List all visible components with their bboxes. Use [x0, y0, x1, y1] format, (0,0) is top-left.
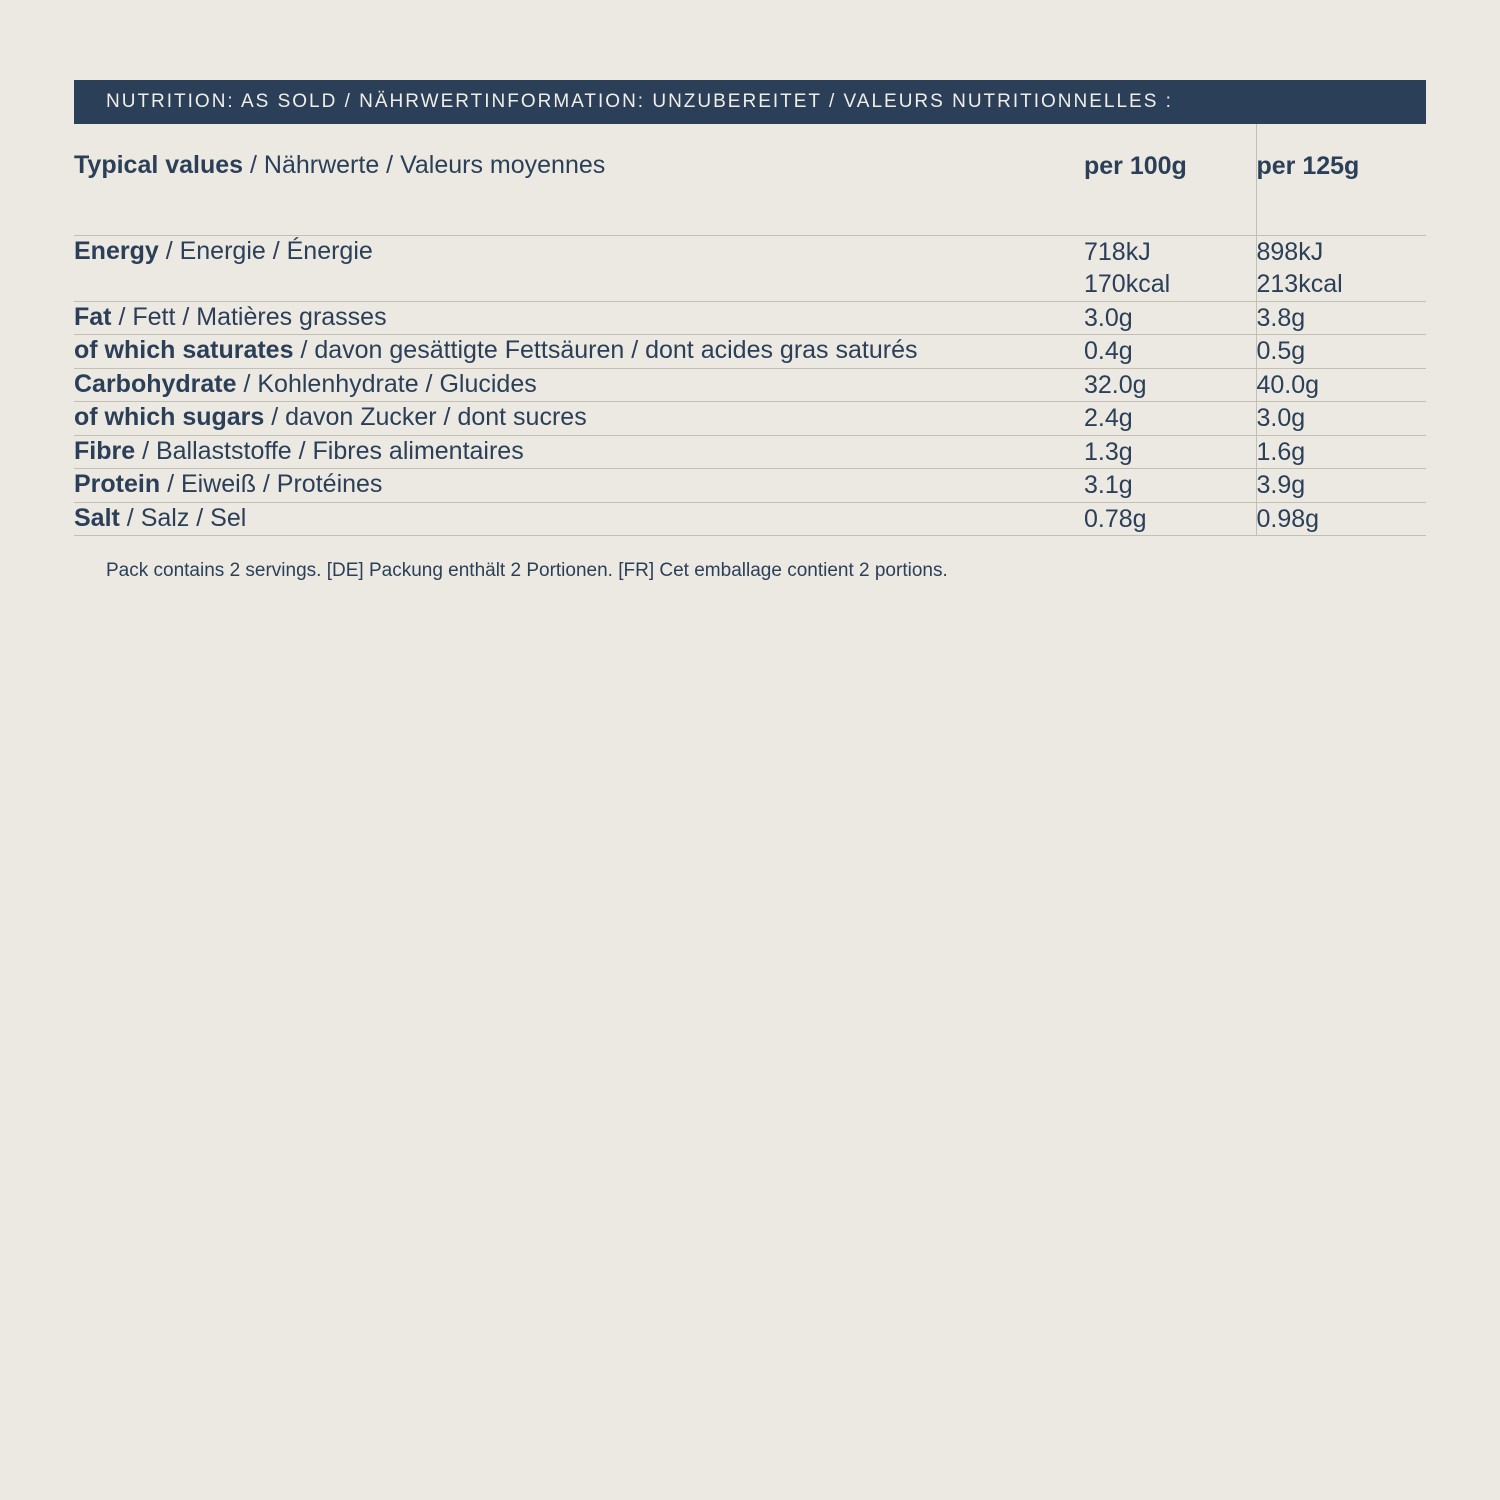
row-label-bold: Protein — [74, 470, 161, 498]
row-label-rest: / Eiweiß / Protéines — [160, 470, 383, 498]
nutrition-panel — [74, 80, 1426, 585]
row-value-salt-100g: 0.78g — [1084, 502, 1256, 536]
nutrition-table — [74, 124, 1426, 536]
row-value-primary: 718kJ — [1084, 237, 1151, 266]
row-value-fat-100g: 3.0g — [1084, 301, 1256, 335]
row-label-rest: / Salz / Sel — [119, 503, 247, 532]
table-row — [74, 469, 1426, 503]
row-label-bold: of which saturates — [74, 336, 294, 364]
nutrition-header-bar — [74, 80, 1426, 124]
table-row — [74, 402, 1426, 436]
row-label-rest: / Fett / Matières grasses — [111, 302, 387, 331]
table-row — [74, 368, 1426, 402]
column-header-typical-values — [74, 124, 1084, 235]
table-row — [74, 335, 1426, 369]
table-header-row — [74, 124, 1426, 235]
row-value-salt-125g: 0.98g — [1256, 502, 1426, 536]
row-label-rest: / davon gesättigte Fettsäuren / dont acides gras saturés — [293, 336, 918, 364]
nutrition-table-body — [74, 235, 1426, 536]
table-row — [74, 502, 1426, 536]
row-value-energy-100g — [1084, 235, 1256, 301]
row-value-secondary: 213kcal — [1256, 270, 1343, 298]
row-label-carbohydrate — [74, 368, 1084, 402]
row-label-fat — [74, 301, 1084, 335]
column-header-per-100g: per 100g — [1084, 152, 1187, 180]
row-label-rest: / Energie / Énergie — [158, 236, 373, 265]
row-label-sugars — [74, 402, 1084, 436]
row-value-sugars-100g: 2.4g — [1084, 402, 1256, 436]
row-value-fat-125g: 3.8g — [1256, 301, 1426, 335]
row-value-protein-125g: 3.9g — [1256, 469, 1426, 503]
row-value-energy-125g — [1256, 235, 1426, 301]
row-value-carbohydrate-100g: 32.0g — [1084, 368, 1256, 402]
row-value-saturates-125g: 0.5g — [1256, 335, 1426, 369]
row-label-bold: Salt — [74, 503, 120, 532]
nutrition-table-head — [74, 124, 1426, 235]
row-label-bold: Fat — [74, 302, 112, 331]
row-label-rest: / Kohlenhydrate / Glucides — [236, 369, 537, 398]
row-value-sugars-125g: 3.0g — [1256, 402, 1426, 436]
nutrition-header-title: NUTRITION: AS SOLD / NÄHRWERTINFORMATION: UNZUBEREITET / VALEURS NUTRITIONNELLES : — [106, 91, 1173, 112]
row-label-rest: / davon Zucker / dont sucres — [264, 403, 587, 431]
row-label-bold: Energy — [74, 236, 159, 265]
row-value-secondary: 170kcal — [1084, 270, 1171, 298]
row-label-fibre — [74, 435, 1084, 469]
row-label-bold: of which sugars — [74, 403, 265, 431]
typical-values-rest: / Nährwerte / Valeurs moyennes — [243, 151, 606, 179]
row-value-fibre-125g: 1.6g — [1256, 435, 1426, 469]
typical-values-bold: Typical values — [74, 151, 244, 179]
row-label-rest: / Ballaststoffe / Fibres alimentaires — [135, 436, 524, 465]
table-row — [74, 435, 1426, 469]
row-label-bold: Fibre — [74, 436, 136, 465]
table-row — [74, 235, 1426, 301]
row-label-salt — [74, 502, 1084, 536]
row-value-carbohydrate-125g: 40.0g — [1256, 368, 1426, 402]
table-row — [74, 301, 1426, 335]
row-label-bold: Carbohydrate — [74, 369, 237, 398]
servings-footnote: Pack contains 2 servings. [DE] Packung enthält 2 Portionen. [FR] Cet emballage contient 2 portions. — [106, 560, 948, 581]
row-value-saturates-100g: 0.4g — [1084, 335, 1256, 369]
row-value-fibre-100g: 1.3g — [1084, 435, 1256, 469]
row-label-energy — [74, 235, 1084, 301]
column-header-per-125g: per 125g — [1256, 124, 1426, 235]
row-value-protein-100g: 3.1g — [1084, 469, 1256, 503]
row-label-saturates — [74, 335, 1084, 369]
row-label-protein — [74, 469, 1084, 503]
row-value-primary: 898kJ — [1256, 237, 1324, 266]
